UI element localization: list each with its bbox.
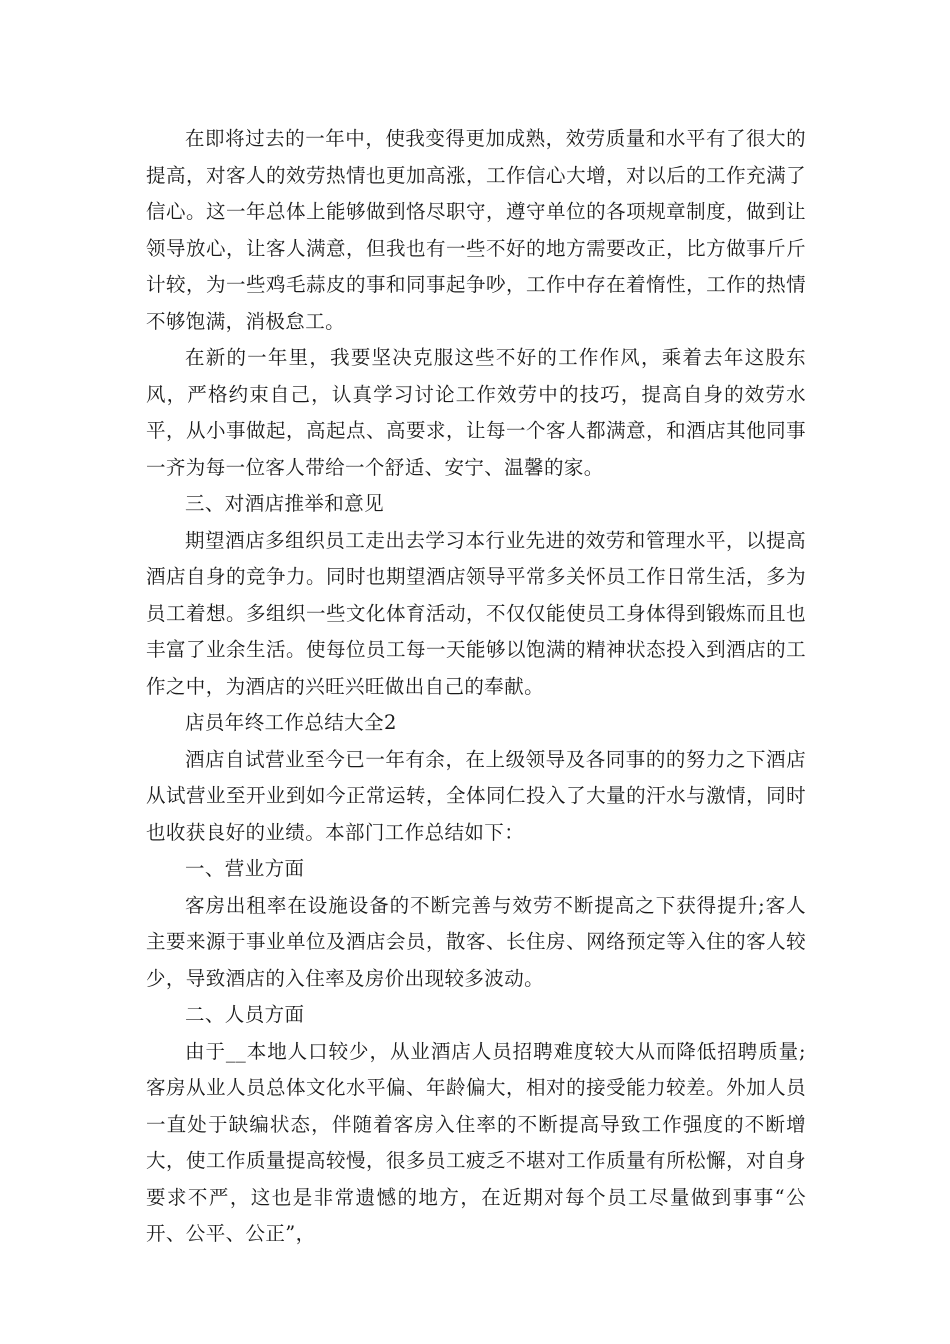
document-page (146, 121, 806, 1253)
paragraph-staff: 由于__本地人口较少，从业酒店人员招聘难度较大从而降低招聘质量;客房从业人员总体文化水平偏、年龄偏大，相对的接受能力较差。外加人员一直处于缺编状态，伴随着客房入住率的不断提高导致工作强度的不断增大，使工作质量提高较慢，很多员工疲乏不堪对工作质量有所松懈，对自身要求不严，这也是非常遗憾的地方，在近期对每个员工尽量做到事事“公开、公平、公正”， (146, 1039, 806, 1245)
heading-business: 一、营业方面 (185, 857, 305, 880)
paragraph-suggestions: 期望酒店多组织员工走出去学习本行业先进的效劳和管理水平，以提高酒店自身的竞争力。同时也期望酒店领导平常多关怀员工作日常生活，多为员工着想。多组织一些文化体育活动，不仅仅能使员工身体得到锻炼而且也丰富了业余生活。使每位员工每一天能够以饱满的精神状态投入到酒店的工作之中，为酒店的兴旺兴旺做出自己的奉献。 (146, 528, 806, 698)
paragraph-new-year-plan: 在新的一年里，我要坚决克服这些不好的工作作风，乘着去年这股东风，严格约束自己，认真学习讨论工作效劳中的技巧，提高自身的效劳水平，从小事做起，高起点、高要求，让每一个客人都满意，和酒店其他同事一齐为每一位客人带给一个舒适、安宁、温馨的家。 (146, 346, 806, 479)
paragraph-reflection: 在即将过去的一年中，使我变得更加成熟，效劳质量和水平有了很大的提高，对客人的效劳热情也更加高涨，工作信心大增，对以后的工作充满了信心。这一年总体上能够做到恪尽职守，遵守单位的各项规章制度，做到让领导放心，让客人满意，但我也有一些不好的地方需要改正，比方做事斤斤计较，为一些鸡毛蒜皮的事和同事起争吵，工作中存在着惰性，工作的热情不够饱满，消极怠工。 (146, 127, 806, 333)
paragraph-intro: 酒店自试营业至今已一年有余，在上级领导及各同事的的努力之下酒店从试营业至开业到如今正常运转，全体同仁投入了大量的汗水与激情，同时也收获良好的业绩。本部门工作总结如下： (146, 747, 806, 844)
heading-staff: 二、人员方面 (185, 1003, 305, 1026)
heading-suggestions: 三、对酒店推举和意见 (185, 492, 385, 515)
heading-summary-2: 店员年终工作总结大全2 (185, 711, 397, 734)
paragraph-business: 客房出租率在设施设备的不断完善与效劳不断提高之下获得提升;客人主要来源于事业单位及酒店会员，散客、长住房、网络预定等入住的客人较少，导致酒店的入住率及房价出现较多波动。 (146, 893, 806, 990)
